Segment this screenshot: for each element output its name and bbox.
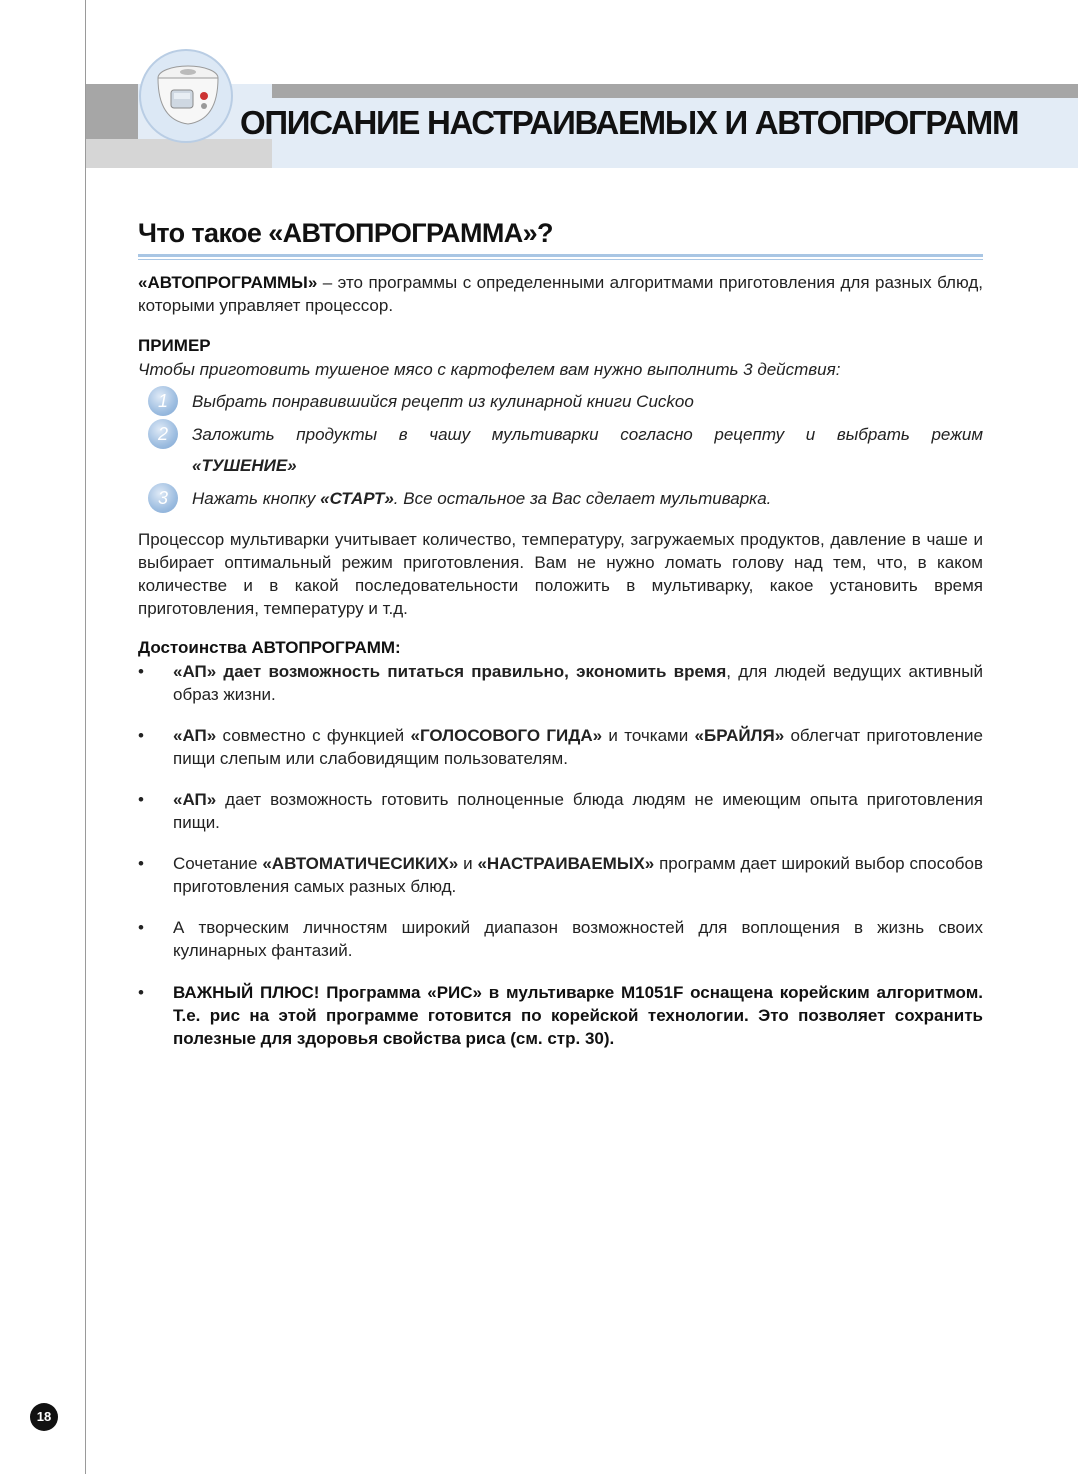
advantage-bold: «АП» — [173, 726, 217, 745]
intro-text: – это программы с определенными алгоритмами приготовления для разных блюд, которыми управляет процессор. — [138, 273, 983, 315]
advantage-text — [173, 660, 983, 706]
advantage-plain: Сочетание — [173, 854, 263, 873]
section-rule-thin — [138, 259, 983, 260]
advantage-important-text: ВАЖНЫЙ ПЛЮС! Программа «РИС» в мультиварке M1051F оснащена корейским алгоритмом. Т.е. рис на этой программе готовится по корейской технологии. Это позволяет сохранить полезные для здоровья свойства риса (см. стр. 30). — [173, 983, 983, 1048]
advantage-plain: дает возможность готовить полноценные блюда людям не имеющим опыта приготовления пищи. — [173, 790, 983, 832]
advantage-bold: «АВТОМАТИЧЕСИКИХ» — [262, 854, 459, 873]
step-text — [192, 483, 983, 514]
page-number: 18 — [30, 1403, 58, 1431]
example-label: ПРИМЕР — [138, 336, 211, 355]
header-band-top — [272, 84, 1078, 98]
bullet-icon: • — [138, 662, 144, 681]
bullet-icon: • — [138, 854, 144, 873]
step-number-badge: 2 — [148, 419, 178, 449]
step-number-badge: 1 — [148, 386, 178, 416]
rice-cooker-icon — [138, 48, 234, 144]
bullet-icon: • — [138, 726, 144, 745]
advantage-plain: облегчат приготовление пищи слепым или слабовидящим пользователям. — [173, 726, 983, 768]
example-lead: Чтобы приготовить тушеное мясо с картофелем вам нужно выполнить 3 действия: — [138, 360, 841, 379]
section-title: Что такое «АВТОПРОГРАММА»? — [138, 218, 553, 248]
advantage-plain: программ дает широкий выбор способов приготовления самых разных блюд. — [173, 854, 984, 896]
advantage-plain: и — [458, 854, 478, 873]
advantages-label: Достоинства АВТОПРОГРАММ: — [138, 638, 401, 657]
advantage-bold: «НАСТРАИВАЕМЫХ» — [477, 854, 655, 873]
step-number-badge: 3 — [148, 483, 178, 513]
advantage-bold: «АП» — [173, 790, 217, 809]
step-text: Заложить продукты в чашу мультиварки согласно рецепту и выбрать режим — [192, 425, 983, 444]
header-band-left — [86, 84, 138, 139]
intro-paragraph — [138, 271, 983, 317]
advantage-plain: совместно с функцией — [216, 726, 411, 745]
bullet-icon: • — [138, 790, 144, 809]
advantage-plain: и точками — [602, 726, 695, 745]
advantage-bold: «АП» дает возможность питаться правильно, экономить время — [173, 662, 727, 681]
advantage-text — [173, 724, 983, 770]
section-rule — [138, 254, 983, 257]
step-text-part: Нажать кнопку — [192, 489, 321, 508]
intro-term: «АВТОПРОГРАММЫ» — [138, 273, 318, 292]
advantage-bold: «ГОЛОСОВОГО ГИДА» — [410, 726, 603, 745]
page-title: ОПИСАНИЕ НАСТРАИВАЕМЫХ И АВТОПРОГРАММ — [240, 104, 1019, 141]
step-text: Выбрать понравившийся рецепт из кулинарной книги Cuckoo — [192, 392, 694, 411]
page-margin-line — [85, 0, 86, 1474]
advantage-plain: , для людей ведущих активный образ жизни. — [173, 662, 983, 704]
step-text-part: . Все остальное за Вас сделает мультиварка. — [393, 489, 772, 508]
step-mode-name: «ТУШЕНИЕ» — [192, 456, 297, 475]
advantage-text — [173, 788, 983, 834]
bullet-icon: • — [138, 918, 144, 937]
bullet-icon: • — [138, 983, 144, 1002]
step-button-name: «СТАРТ» — [320, 489, 394, 508]
advantage-bold: «БРАЙЛЯ» — [694, 726, 785, 745]
processor-paragraph: Процессор мультиварки учитывает количество, температуру, загружаемых продуктов, давление в чаше и выбирает оптимальный режим приготовления. Вам не нужно ломать голову над тем, что, в каком количестве и в какой последовательности положить в мультиварку, какое установить время приготовления, температуру и т.д. — [138, 530, 983, 618]
advantage-text — [173, 852, 983, 898]
advantage-text: А творческим личностям широкий диапазон возможностей для воплощения в жизнь своих кулинарных фантазий. — [173, 918, 983, 960]
